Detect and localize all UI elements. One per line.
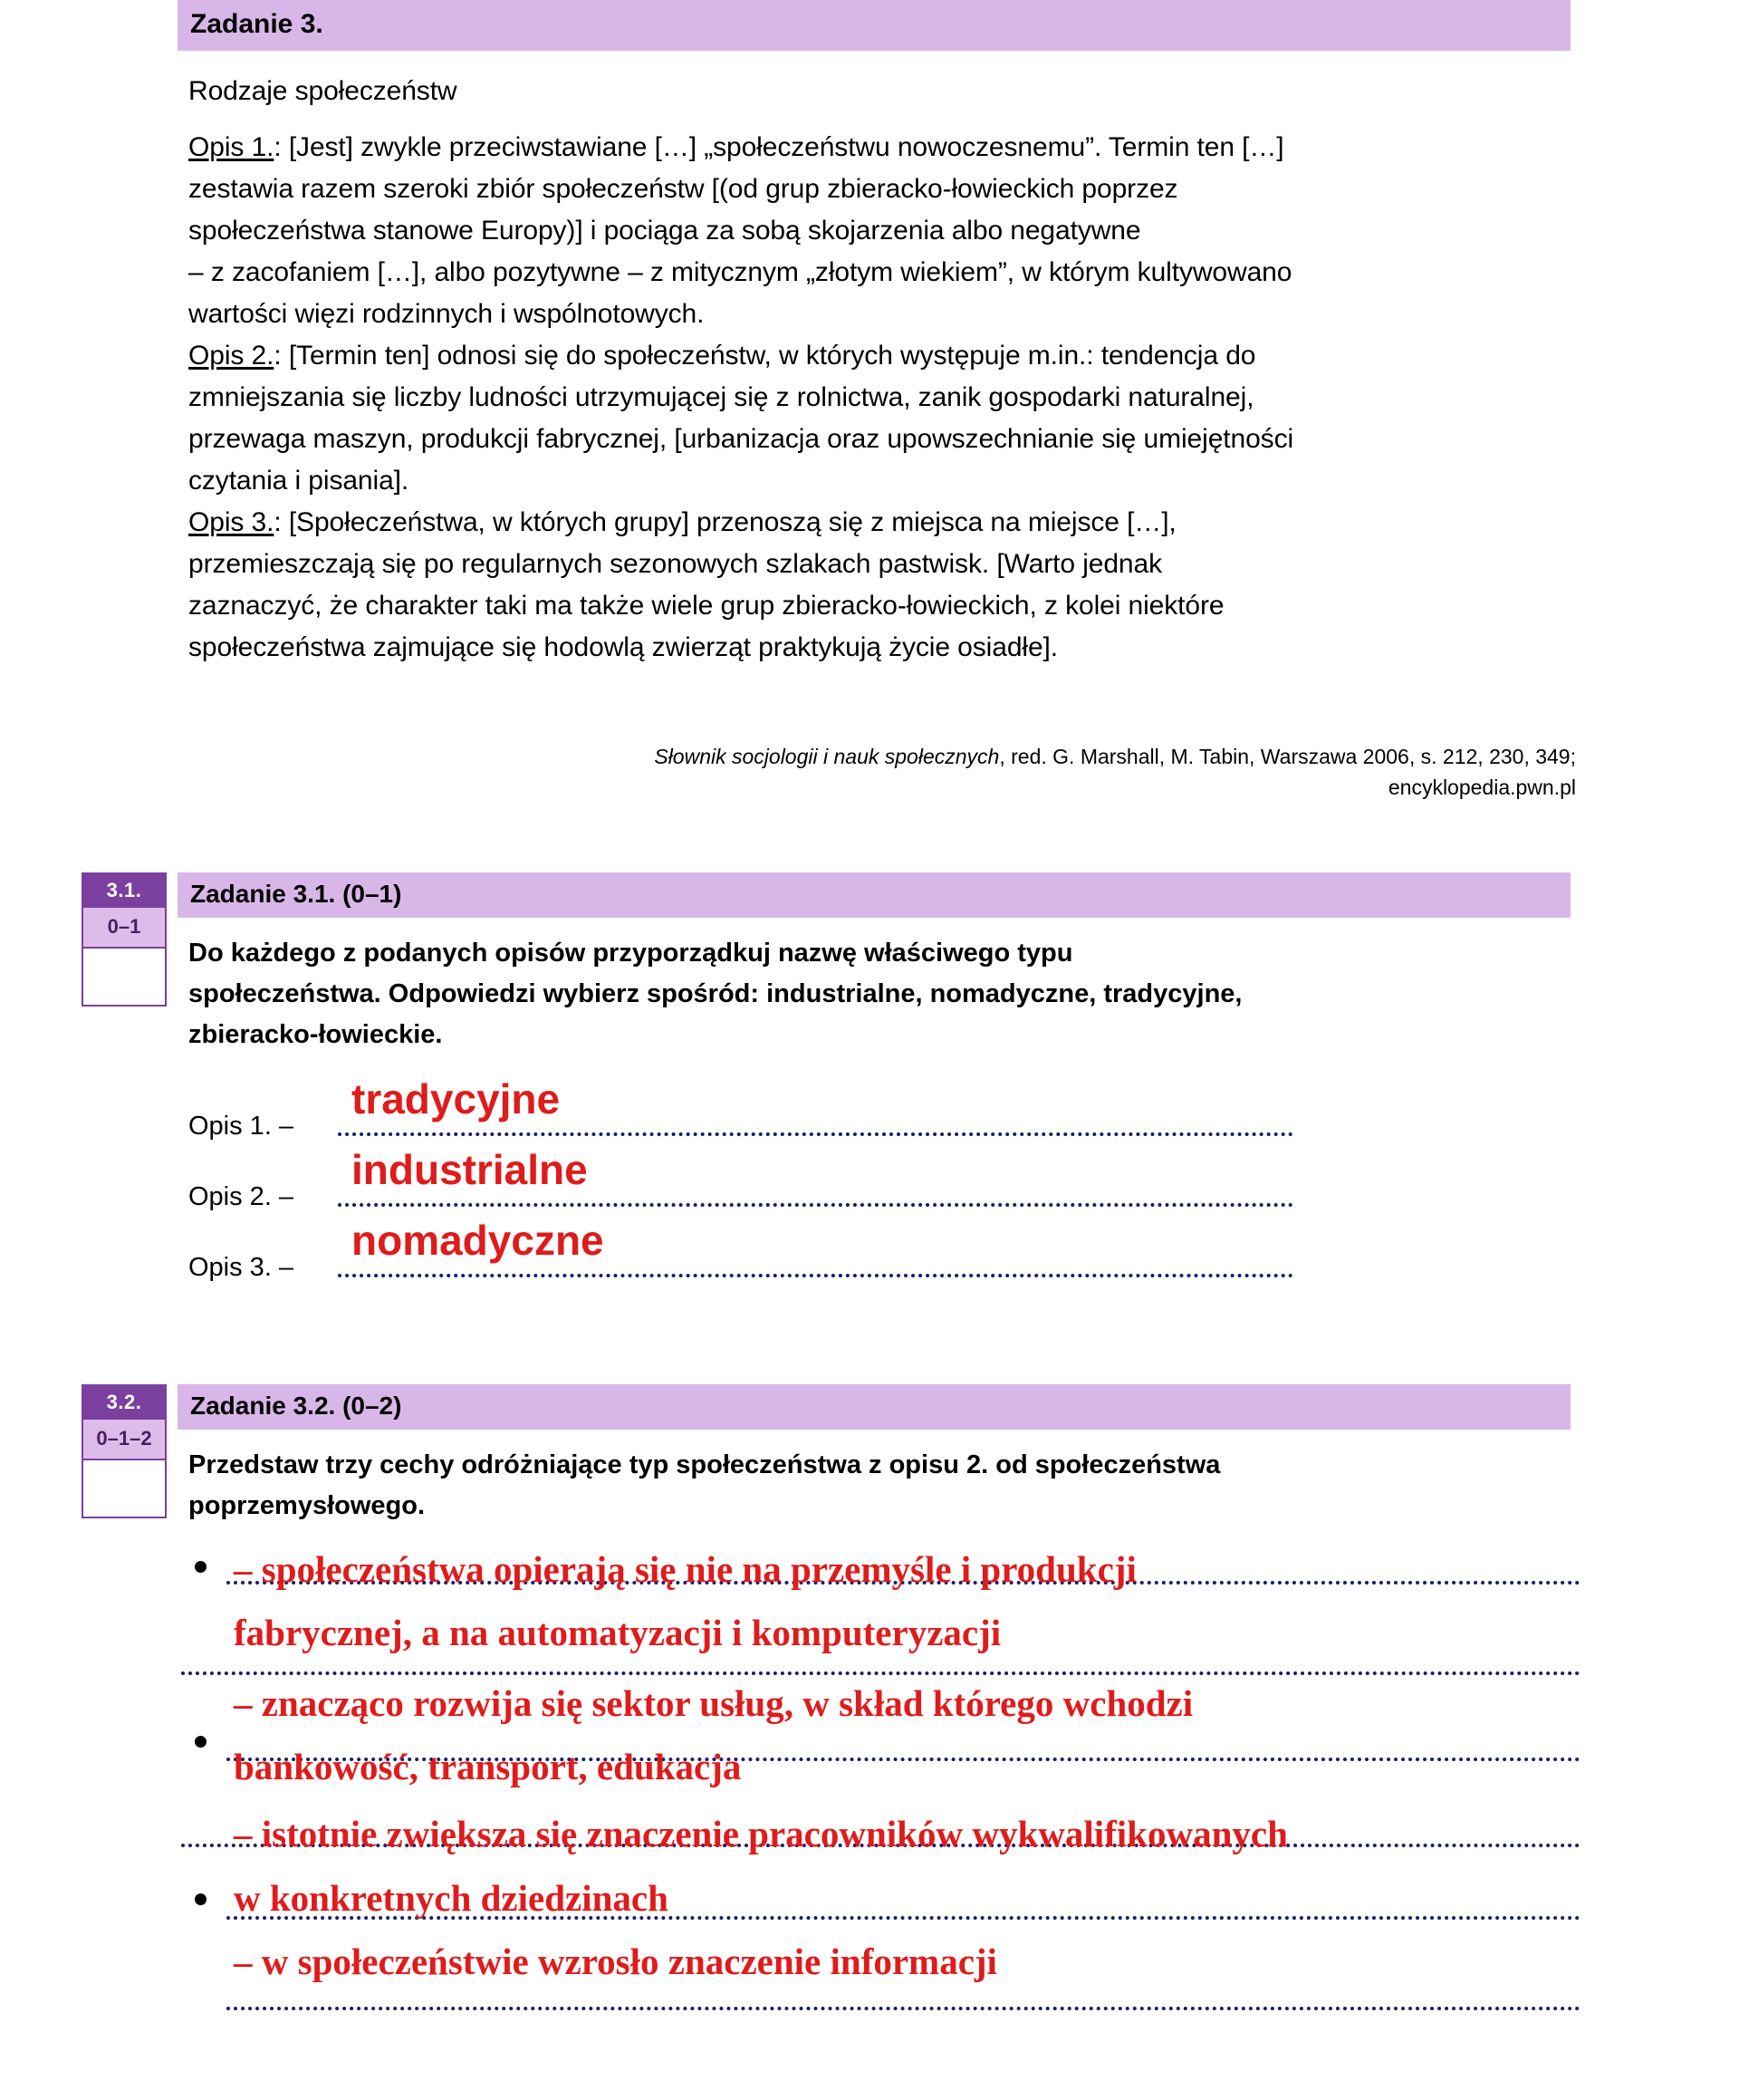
bullet-point-2	[195, 1736, 207, 1748]
opis-3-text-1: : [Społeczeństwa, w których grupy] przenoszą się z miejsca na miejsce […],	[274, 507, 1177, 537]
opis-2-line-2: zmniejszania się liczby ludności utrzymującej się z rolnictwa, zanik gospodarki naturalnej,	[188, 382, 1254, 412]
stimulus-title: Rodzaje społeczeństw	[188, 76, 457, 106]
task-3-2-instruction-line-2: poprzemysłowego.	[188, 1491, 426, 1520]
opis-2-label: Opis 2.	[188, 341, 274, 371]
answer-handwriting-opis-3: nomadyczne	[351, 1217, 604, 1264]
opis-3-line-1	[188, 502, 1574, 544]
score-box-3-1-id: 3.1.	[83, 874, 165, 908]
task-3-1-instruction-line-1: Do każdego z podanych opisów przyporządkuj nazwę właściwego typu	[188, 939, 1073, 968]
opis-1-label: Opis 1.	[188, 132, 274, 162]
opis-1-line-2: zestawia razem szeroki zbiór społeczeństw [(od grup zbieracko-łowieckich poprzez	[188, 174, 1178, 204]
opis-3-line-4: społeczeństwa zajmujące się hodowlą zwierząt praktykują życie osiadłe].	[188, 632, 1059, 662]
score-box-3-1[interactable]	[82, 872, 167, 1007]
opis-3-line-2: przemieszczają się po regularnych sezonowych szlakach pastwisk. [Warto jednak	[188, 549, 1162, 579]
opis-1-line-3: społeczeństwa stanowe Europy)] i pociąga za sobą skojarzenia albo negatywne	[188, 216, 1141, 246]
score-box-3-1-range: 0–1	[83, 908, 165, 949]
task-3-2-handwriting-6: w konkretnych dziedzinach	[234, 1877, 668, 1919]
score-box-3-2-id: 3.2.	[83, 1386, 165, 1420]
task-3-2-handwriting-2: fabrycznej, a na automatyzacji i komputeryzacji	[234, 1612, 1002, 1653]
source-title-italic: Słownik socjologii i nauk społecznych	[654, 745, 1000, 768]
opis-3-label: Opis 3.	[188, 507, 274, 537]
answer-label-opis-2: Opis 2. –	[188, 1182, 294, 1211]
answer-dotted-line-3[interactable]	[338, 1274, 1293, 1277]
task-3-2-dotted-line-2[interactable]	[181, 1671, 1580, 1675]
opis-1-text-1: : [Jest] zwykle przeciwstawiane […] „społeczeństwu nowoczesnemu”. Termin ten […]	[274, 132, 1284, 162]
task-3-2-instruction-line-1: Przedstaw trzy cechy odróżniające typ społeczeństwa z opisu 2. od społeczeństwa	[188, 1450, 1221, 1479]
opis-2-line-4: czytania i pisania].	[188, 466, 409, 496]
answer-handwriting-opis-2: industrialne	[351, 1146, 588, 1193]
score-box-3-2[interactable]	[82, 1384, 167, 1518]
opis-2-text-1: : [Termin ten] odnosi się do społeczeństw, w których występuje m.in.: tendencja do	[274, 341, 1256, 371]
source-line-1	[188, 741, 1576, 772]
answer-dotted-line-1[interactable]	[338, 1132, 1293, 1136]
task-3-2-handwriting-1: – społeczeństwa opierają się nie na przemyśle i produkcji	[234, 1548, 1137, 1590]
task-3-2-header-band	[178, 1384, 1571, 1430]
score-box-3-2-blank[interactable]	[83, 1460, 165, 1517]
source-rest: , red. G. Marshall, M. Tabin, Warszawa 2006, s. 212, 230, 349;	[999, 745, 1576, 768]
task-3-2-handwriting-5: – istotnie zwiększa się znaczenie pracowników wykwalifikowanych	[234, 1813, 1288, 1854]
task-3-2-handwriting-3: – znacząco rozwija się sektor usług, w skład którego wchodzi	[234, 1682, 1194, 1724]
task-3-1-answers	[188, 1075, 1583, 1305]
task-3-2-instruction	[188, 1445, 1583, 1527]
answer-row-opis-1	[188, 1075, 1583, 1149]
answer-handwriting-opis-1: tradycyjne	[351, 1075, 561, 1122]
task-3-2-dotted-line-6[interactable]	[226, 2007, 1580, 2010]
stimulus-block	[188, 71, 1574, 669]
answer-label-opis-3: Opis 3. –	[188, 1253, 294, 1282]
task-3-1-title: Zadanie 3.1. (0–1)	[190, 880, 402, 909]
task-3-1-header-band	[178, 872, 1571, 918]
opis-1-line-4: – z zacofaniem […], albo pozytywne – z mitycznym „złotym wiekiem”, w którym kultywowano	[188, 257, 1292, 287]
answer-row-opis-3	[188, 1219, 1583, 1290]
source-line-2: encyklopedia.pwn.pl	[1388, 775, 1576, 799]
task-3-2-handwriting-4: bankowość, transport, edukacja	[234, 1746, 742, 1787]
answer-dotted-line-2[interactable]	[338, 1203, 1293, 1207]
task-3-1-instruction-line-3: zbieracko-łowieckie.	[188, 1020, 443, 1049]
bullet-point-1	[195, 1561, 207, 1573]
score-box-3-1-blank[interactable]	[83, 949, 165, 1005]
task-3-2-handwriting-7: – w społeczeństwie wzrosło znaczenie informacji	[234, 1941, 997, 1982]
source-citation	[188, 741, 1576, 803]
task-3-1-instruction	[188, 933, 1583, 1055]
answer-row-opis-2	[188, 1146, 1583, 1219]
opis-3-line-3: zaznaczyć, że charakter taki ma także wiele grup zbieracko-łowieckich, z kolei niektóre	[188, 591, 1225, 621]
task-3-title: Zadanie 3.	[190, 8, 323, 39]
task-3-2-title: Zadanie 3.2. (0–2)	[190, 1392, 402, 1421]
score-box-3-2-range: 0–1–2	[83, 1420, 165, 1460]
answer-label-opis-1: Opis 1. –	[188, 1112, 294, 1141]
opis-1-line-5: wartości więzi rodzinnych i wspólnotowych.	[188, 299, 705, 329]
opis-2-line-3: przewaga maszyn, produkcji fabrycznej, [urbanizacja oraz upowszechnianie się umiejętności	[188, 424, 1294, 454]
opis-2-line-1	[188, 335, 1574, 377]
bullet-point-3	[195, 1893, 207, 1905]
opis-1-line-1	[188, 127, 1574, 169]
task-3-header-band	[178, 0, 1571, 51]
task-3-1-instruction-line-2: społeczeństwa. Odpowiedzi wybierz spośród: industrialne, nomadyczne, tradycyjne,	[188, 979, 1243, 1008]
